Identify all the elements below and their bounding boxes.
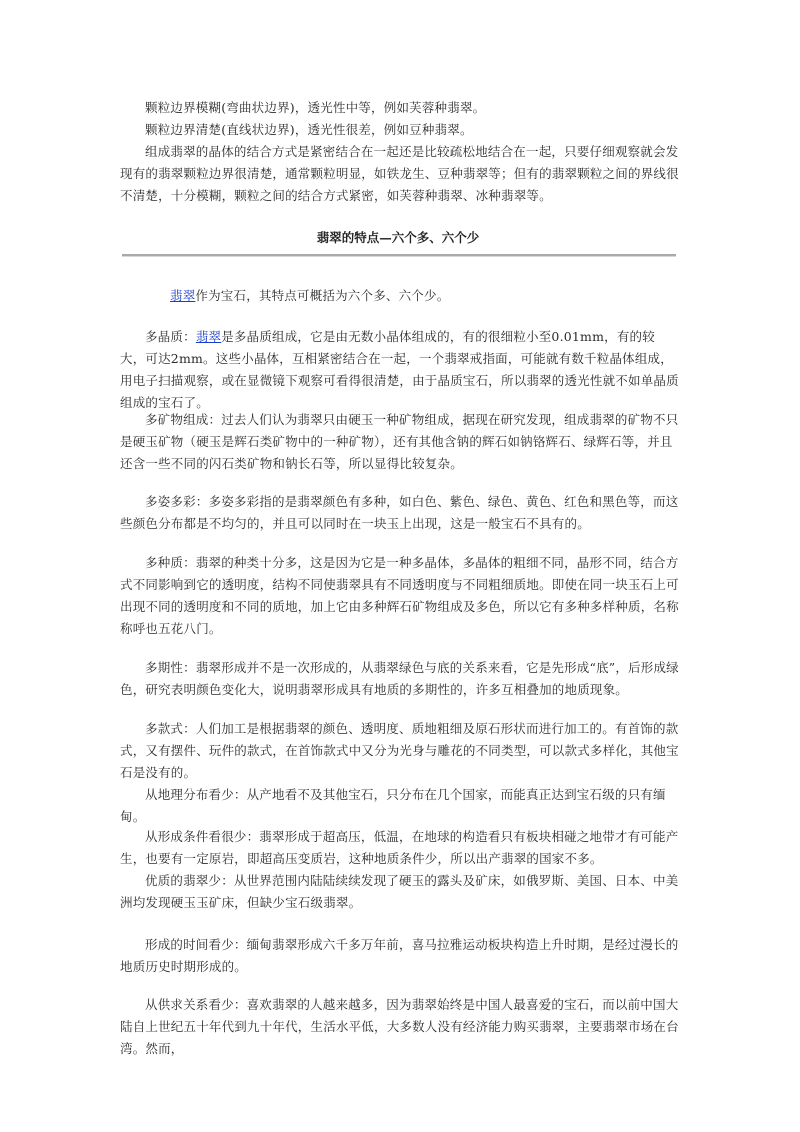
intro-line-1: 颗粒边界模糊(弯曲状边界)，透光性中等，例如芙蓉种翡翠。 — [145, 100, 486, 115]
duo-jingzhi-text: 是多晶质组成，它是由无数小晶体组成的，有的很细粒小至0.01mm，有的较大，可达2mm。这些小晶体，互相紧密结合在一起，一个翡翠戒指面，可能就有数千粒晶体组成，用电子扫描观察，或在显微镜下观察可看得很清楚，由于晶质宝石，所以翡翠的透光性就不如单晶质组成的宝石了。 — [120, 329, 679, 410]
paragraph-shao-youzhi: 优质的翡翠少：从世界范围内陆陆续续发现了硬玉的露头及矿床，如俄罗斯、美国、日本、中美洲均发现硬玉玉矿床，但缺少宝石级翡翠。 — [120, 873, 679, 910]
paragraph-duo-zi: 多姿多彩：多姿多彩指的是翡翠颜色有多种，如白色、紫色、绿色、黄色、红色和黑色等，而这些颜色分布都是不均匀的，并且可以同时在一块玉上出现，这是一般宝石不具有的。 — [120, 494, 679, 531]
section-title: 翡翠的特点—六个多、六个少 — [316, 230, 480, 245]
lead-text: 作为宝石，其特点可概括为六个多、六个少。 — [195, 288, 450, 303]
jadeite-link-2[interactable]: 翡翠 — [195, 329, 222, 344]
lead-paragraph — [120, 285, 680, 307]
intro-paragraph: 组成翡翠的晶体的结合方式是紧密结合在一起还是比较疏松地结合在一起，只要仔细观察就会发现有的翡翠颗粒边界很清楚，通常颗粒明显，如铁龙生、豆种翡翠等；但有的翡翠颗粒之间的界线很不清楚，十分模糊，颗粒之间的结合方式紧密，如芙蓉种翡翠、冰种翡翠等。 — [120, 144, 679, 203]
paragraph-duo-kuan: 多款式：人们加工是根据翡翠的颜色、透明度、质地粗细及原石形状而进行加工的。有首饰的款式，又有摆件、玩件的款式，在首饰款式中又分为光身与雕花的不同类型，可以款式多样化，其他宝石是没有的。 — [120, 721, 679, 780]
paragraph-shao-shijian: 形成的时间看少：缅甸翡翠形成六千多万年前，喜马拉雅运动板块构造上升时期，是经过漫长的地质历史时期形成的。 — [120, 937, 679, 974]
paragraph-shao-xingcheng: 从形成条件看很少：翡翠形成于超高压，低温，在地球的构造看只有板块相碰之地带才有可能产生，也要有一定原岩，即超高压变质岩，这种地质条件少，所以出产翡翠的国家不多。 — [120, 829, 679, 866]
paragraph-shao-dili: 从地理分布看少：从产地看不及其他宝石，只分布在几个国家，而能真正达到宝石级的只有缅甸。 — [120, 787, 666, 824]
section-divider — [122, 254, 676, 257]
intro-line-2: 颗粒边界清楚(直线状边界)，透光性很差，例如豆种翡翠。 — [145, 122, 473, 137]
paragraph-duo-jingzhi — [120, 326, 680, 414]
jadeite-link[interactable]: 翡翠 — [170, 288, 196, 303]
duo-jingzhi-prefix: 多晶质： — [145, 329, 196, 344]
paragraph-shao-gongqiu: 从供求关系看少：喜欢翡翠的人越来越多，因为翡翠始终是中国人最喜爱的宝石，而以前中国大陆自上世纪五十年代到九十年代，生活水平低，大多数人没有经济能力购买翡翠，主要翡翠市场在台湾。然而， — [120, 997, 679, 1056]
paragraph-duo-kuangwu: 多矿物组成：过去人们认为翡翠只由硬玉一种矿物组成，据现在研究发现，组成翡翠的矿物不只是硬玉矿物（硬玉是辉石类矿物中的一种矿物），还有其他含钠的辉石如钠铬辉石、绿辉石等，并且还含一些不同的闪石类矿物和钠长石等，所以显得比较复杂。 — [120, 412, 679, 471]
paragraph-duo-qi: 多期性：翡翠形成并不是一次形成的，从翡翠绿色与底的关系来看，它是先形成“底”，后形成绿色，研究表明颜色变化大，说明翡翠形成具有地质的多期性的，许多互相叠加的地质现象。 — [120, 660, 679, 697]
paragraph-duo-zhong: 多种质：翡翠的种类十分多，这是因为它是一种多晶体，多晶体的粗细不同，晶形不同，结合方式不同影响到它的透明度，结构不同使翡翠具有不同透明度与不同粗细质地。即使在同一块玉石上可出现不同的透明度和不同的质地，加上它由多种辉石矿物组成及多色，所以它有多种多样种质，名称称呼也五花八门。 — [120, 555, 679, 636]
